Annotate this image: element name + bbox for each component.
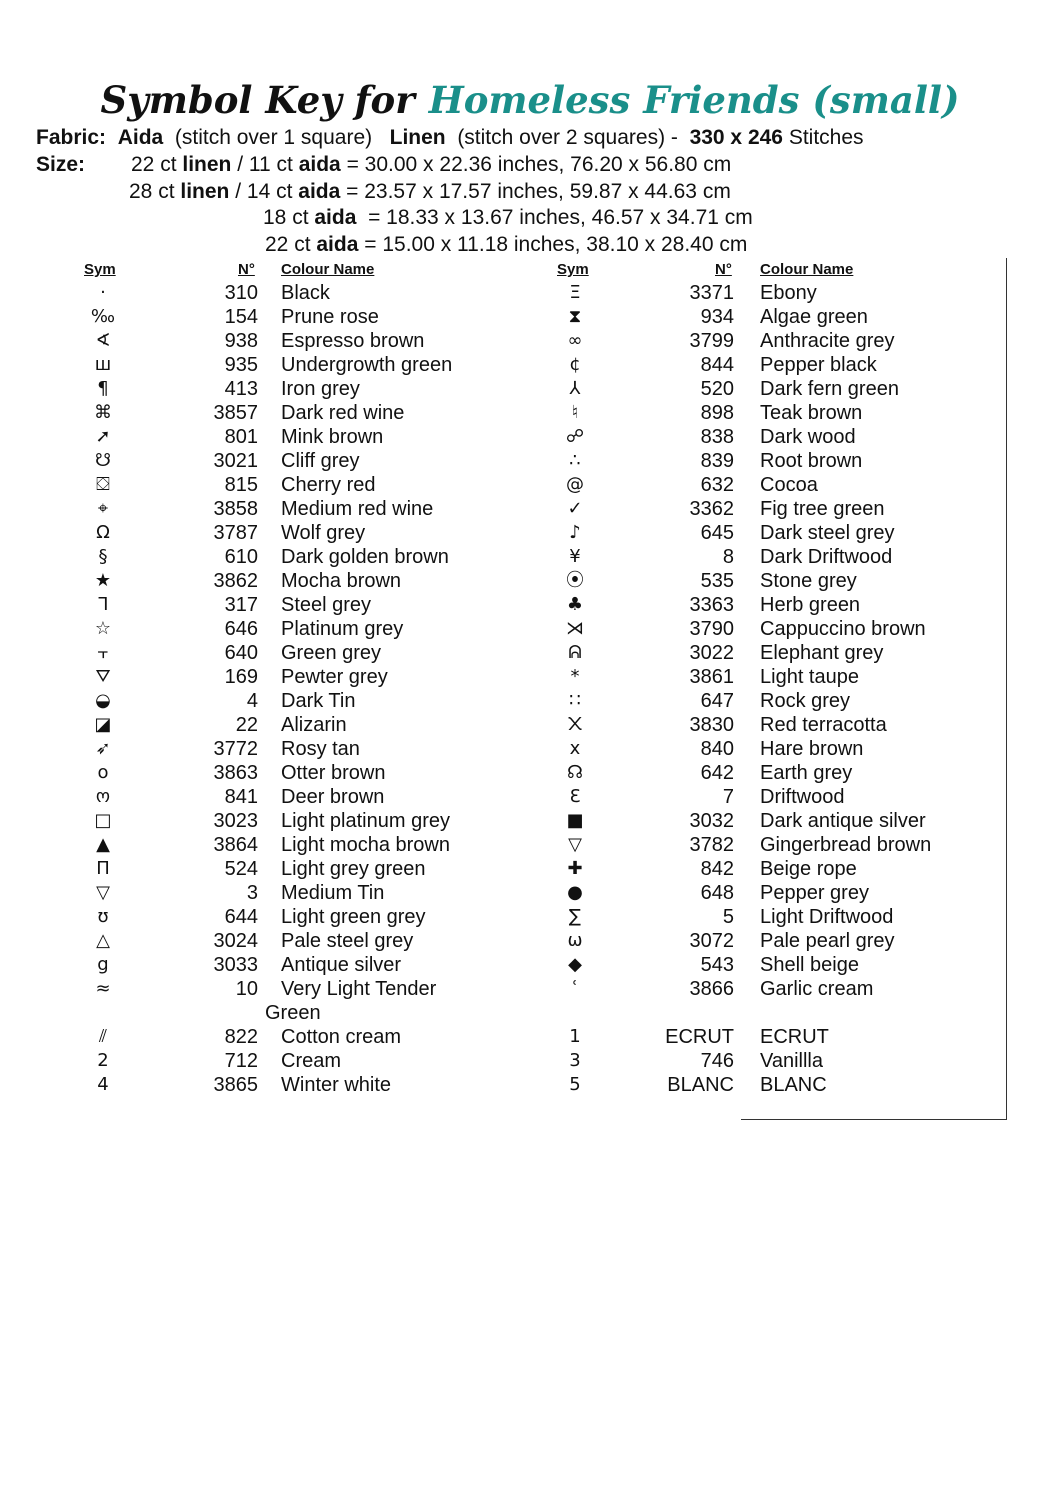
color-name: Light green grey <box>281 906 426 928</box>
color-name: Light mocha brown <box>281 834 450 856</box>
color-number: 3862 <box>213 570 258 592</box>
symbol-glyph: ☆ <box>94 618 112 639</box>
header-sym-right: Sym <box>557 261 589 278</box>
color-number: 10 <box>235 978 258 1000</box>
table-row <box>0 425 1060 449</box>
symbol-glyph: ⛛ <box>95 666 111 687</box>
color-name: Teak brown <box>760 402 863 424</box>
symbol-glyph: ⫟ <box>97 642 109 663</box>
color-number: 317 <box>224 594 258 616</box>
symbol-glyph: · <box>100 282 106 303</box>
symbol-glyph: Ɛ <box>569 786 581 807</box>
color-number: 3865 <box>213 1074 258 1096</box>
color-name: Deer brown <box>281 786 385 808</box>
color-number: 632 <box>700 474 734 496</box>
symbol-glyph: ≈ <box>95 978 111 999</box>
symbol-glyph: ᙭ <box>567 714 583 735</box>
color-name: Medium Tin <box>281 882 385 904</box>
color-name: Black <box>281 282 330 304</box>
color-name: Dark Tin <box>281 690 356 712</box>
table-row <box>0 857 1060 881</box>
symbol-glyph: △ <box>96 930 110 951</box>
table-row <box>0 977 1060 1001</box>
color-number: 3799 <box>689 330 734 352</box>
right-color-list <box>0 281 1060 1097</box>
color-name: Mink brown <box>281 426 384 448</box>
color-name: BLANC <box>760 1074 827 1096</box>
color-number: 4 <box>246 690 258 712</box>
color-number: 3363 <box>689 594 734 616</box>
symbol-glyph: ᕱ <box>568 642 582 663</box>
symbol-glyph: ω <box>567 930 583 951</box>
color-name: Alizarin <box>281 714 347 736</box>
color-name: Cherry red <box>281 474 376 496</box>
color-number: 647 <box>700 690 734 712</box>
fabric-linen-note: (stitch over 2 squares) - <box>457 126 678 149</box>
symbol-glyph: o <box>97 762 109 783</box>
table-row <box>0 353 1060 377</box>
color-name: Algae green <box>760 306 868 328</box>
symbol-glyph: Ω <box>96 522 110 543</box>
color-number: 22 <box>235 714 258 736</box>
fabric-line <box>36 126 864 150</box>
symbol-glyph: 4 <box>97 1074 109 1095</box>
color-number: ECRUT <box>665 1026 734 1048</box>
symbol-glyph: ᒣ <box>97 594 109 615</box>
color-name: Dark red wine <box>281 402 405 424</box>
symbol-glyph: 2 <box>97 1050 109 1071</box>
symbol-glyph: @ <box>566 474 584 495</box>
table-row <box>0 689 1060 713</box>
table-row <box>0 1025 1060 1049</box>
symbol-glyph: ⋊ <box>566 618 584 639</box>
symbol-glyph: ➶ <box>95 738 111 759</box>
symbol-glyph: ¶ <box>97 378 109 399</box>
color-number: 712 <box>224 1050 258 1072</box>
symbol-glyph: ● <box>567 882 583 903</box>
color-name: Herb green <box>760 594 861 616</box>
symbol-glyph: ⅄ <box>569 378 581 399</box>
table-row <box>0 569 1060 593</box>
color-number: 610 <box>224 546 258 568</box>
symbol-glyph: □ <box>94 810 112 831</box>
table-row <box>0 881 1060 905</box>
color-number: 169 <box>224 666 258 688</box>
color-number: 746 <box>700 1050 734 1072</box>
symbol-glyph: ◒ <box>95 690 111 711</box>
color-number: BLANC <box>667 1074 734 1096</box>
color-name: Vanillla <box>760 1050 823 1072</box>
symbol-glyph: ♮ <box>571 402 579 423</box>
color-name: Dark fern green <box>760 378 899 400</box>
symbol-glyph: ◪ <box>94 714 112 735</box>
symbol-glyph: ★ <box>94 570 112 591</box>
color-number: 646 <box>224 618 258 640</box>
table-row <box>0 329 1060 353</box>
symbol-glyph: g <box>97 954 109 975</box>
color-name: Gingerbread brown <box>760 834 932 856</box>
color-number: 3371 <box>689 282 734 304</box>
symbol-glyph: 5 <box>569 1074 581 1095</box>
table-row <box>0 521 1060 545</box>
color-name: ECRUT <box>760 1026 829 1048</box>
color-number: 3362 <box>689 498 734 520</box>
color-number: 841 <box>224 786 258 808</box>
fabric-label: Fabric: <box>36 126 107 149</box>
color-name: Beige rope <box>760 858 857 880</box>
table-row <box>0 641 1060 665</box>
color-name: Dark golden brown <box>281 546 449 568</box>
color-number: 815 <box>224 474 258 496</box>
symbol-glyph: ¢ <box>569 354 581 375</box>
color-name: Pewter grey <box>281 666 388 688</box>
color-name: Platinum grey <box>281 618 404 640</box>
color-number: 310 <box>224 282 258 304</box>
size-line-1: 22 ct linen / 11 ct aida = 30.00 x 22.36 inches, 76.20 x 56.80 cm <box>131 153 732 176</box>
color-number: 3787 <box>213 522 258 544</box>
color-name: Ebony <box>760 282 817 304</box>
symbol-glyph: ☊ <box>567 762 583 783</box>
symbol-glyph: ▽ <box>96 882 110 903</box>
color-name: Garlic cream <box>760 978 874 1000</box>
color-number: 898 <box>700 402 734 424</box>
color-number: 935 <box>224 354 258 376</box>
symbol-glyph: ☍ <box>565 426 585 447</box>
color-number: 642 <box>700 762 734 784</box>
symbol-glyph: ☋ <box>95 450 111 471</box>
color-name: Dark Driftwood <box>760 546 893 568</box>
symbol-glyph: ◆ <box>568 954 582 975</box>
symbol-glyph: ʊ <box>97 906 109 927</box>
symbol-glyph: ■ <box>566 810 584 831</box>
color-name: Root brown <box>760 450 863 472</box>
color-name: Shell beige <box>760 954 859 976</box>
color-name: Pale pearl grey <box>760 930 895 952</box>
color-number: 7 <box>722 786 734 808</box>
header-sym-left: Sym <box>84 261 116 278</box>
table-row <box>0 905 1060 929</box>
color-number: 413 <box>224 378 258 400</box>
color-name: Red terracotta <box>760 714 887 736</box>
color-number: 640 <box>224 642 258 664</box>
color-number: 648 <box>700 882 734 904</box>
color-name: Cliff grey <box>281 450 360 472</box>
table-row <box>0 377 1060 401</box>
table-row <box>0 761 1060 785</box>
color-name: Steel grey <box>281 594 372 616</box>
color-name: Dark steel grey <box>760 522 895 544</box>
size-label: Size: <box>36 153 86 176</box>
table-row <box>0 449 1060 473</box>
color-number: 3864 <box>213 834 258 856</box>
color-number: 535 <box>700 570 734 592</box>
table-row <box>0 617 1060 641</box>
color-name: Stone grey <box>760 570 857 592</box>
table-row <box>0 1001 1060 1025</box>
symbol-glyph: ¥ <box>569 546 581 567</box>
color-name: Cream <box>281 1050 342 1072</box>
color-number: 3858 <box>213 498 258 520</box>
color-number: 645 <box>700 522 734 544</box>
color-name: Fig tree green <box>760 498 885 520</box>
table-row <box>0 281 1060 305</box>
color-number: 801 <box>224 426 258 448</box>
size-line-2: 28 ct linen / 14 ct aida = 23.57 x 17.57 inches, 59.87 x 44.63 cm <box>129 180 731 203</box>
symbol-glyph: ✓ <box>567 498 583 519</box>
symbol-glyph: ო <box>95 786 111 807</box>
color-number: 3023 <box>213 810 258 832</box>
stitch-count: 330 x 246 <box>689 126 783 149</box>
color-name: Wolf grey <box>281 522 366 544</box>
symbol-glyph: ш <box>94 354 112 375</box>
color-name: Otter brown <box>281 762 386 784</box>
fabric-aida: Aida <box>117 126 164 149</box>
color-number: 3024 <box>213 930 258 952</box>
table-row <box>0 545 1060 569</box>
color-name: Medium red wine <box>281 498 434 520</box>
color-number: 3072 <box>689 930 734 952</box>
color-number: 3782 <box>689 834 734 856</box>
table-border-right <box>1006 258 1007 1120</box>
table-row <box>0 401 1060 425</box>
color-name: Elephant grey <box>760 642 884 664</box>
symbol-glyph: ∞ <box>567 330 583 351</box>
color-number: 3021 <box>213 450 258 472</box>
symbol-glyph: ⛋ <box>96 474 110 495</box>
color-name: Green grey <box>281 642 382 664</box>
color-name: Light Driftwood <box>760 906 894 928</box>
color-name: Hare brown <box>760 738 864 760</box>
symbol-glyph: ⫽ <box>98 1026 108 1047</box>
color-name: Prune rose <box>281 306 379 328</box>
symbol-glyph: 3 <box>569 1050 581 1071</box>
table-row <box>0 713 1060 737</box>
table-row <box>0 473 1060 497</box>
symbol-glyph: ∴ <box>569 450 581 471</box>
table-row <box>0 1049 1060 1073</box>
color-number: 3 <box>246 882 258 904</box>
color-number: 3032 <box>689 810 734 832</box>
color-name: Antique silver <box>281 954 402 976</box>
symbol-glyph: 1 <box>569 1026 581 1047</box>
color-name: Rock grey <box>760 690 851 712</box>
symbol-glyph: ∷ <box>569 690 581 711</box>
color-name: Winter white <box>281 1074 392 1096</box>
color-number: 3022 <box>689 642 734 664</box>
color-number: 839 <box>700 450 734 472</box>
color-number: 3790 <box>689 618 734 640</box>
color-number: 3830 <box>689 714 734 736</box>
symbol-glyph: ♣ <box>566 594 584 615</box>
size-line-3: 18 ct aida = 18.33 x 13.67 inches, 46.57 x 34.71 cm <box>263 206 753 229</box>
color-name: Undergrowth green <box>281 354 453 376</box>
color-number: 3861 <box>689 666 734 688</box>
color-name: Earth grey <box>760 762 853 784</box>
table-row <box>0 497 1060 521</box>
symbol-glyph: ‰ <box>90 306 116 327</box>
table-border-bottom <box>741 1119 1007 1120</box>
color-name: Pepper grey <box>760 882 869 904</box>
table-row <box>0 785 1060 809</box>
color-name: Light grey green <box>281 858 426 880</box>
symbol-glyph: Π <box>96 858 110 879</box>
color-number: 543 <box>700 954 734 976</box>
color-number: 3772 <box>213 738 258 760</box>
color-number: 154 <box>224 306 258 328</box>
color-name: Pale steel grey <box>281 930 414 952</box>
color-name: Anthracite grey <box>760 330 895 352</box>
color-number: 8 <box>722 546 734 568</box>
symbol-glyph: § <box>98 546 108 567</box>
color-number: 842 <box>700 858 734 880</box>
color-number: 524 <box>224 858 258 880</box>
color-name: Iron grey <box>281 378 360 400</box>
page-title <box>0 78 1060 122</box>
color-name: Cocoa <box>760 474 818 496</box>
table-row <box>0 953 1060 977</box>
symbol-glyph: x <box>569 738 581 759</box>
color-number: 3863 <box>213 762 258 784</box>
color-number: 3033 <box>213 954 258 976</box>
color-number: 840 <box>700 738 734 760</box>
color-name: Cotton cream <box>281 1026 402 1048</box>
table-row <box>0 737 1060 761</box>
symbol-glyph: ▽ <box>568 834 582 855</box>
color-number: 3866 <box>689 978 734 1000</box>
table-row <box>0 1073 1060 1097</box>
size-line-4: 22 ct aida = 15.00 x 11.18 inches, 38.10 x 28.40 cm <box>265 233 748 256</box>
color-number: 3857 <box>213 402 258 424</box>
symbol-glyph: ✚ <box>567 858 583 879</box>
color-name: Light taupe <box>760 666 859 688</box>
color-number: 5 <box>722 906 734 928</box>
symbol-glyph: ▲ <box>96 834 110 855</box>
color-name: Cappuccino brown <box>760 618 926 640</box>
color-name: Dark antique silver <box>760 810 926 832</box>
color-name: Very Light Tender <box>281 978 437 1000</box>
header-name-right: Colour Name <box>760 261 854 278</box>
color-name: Mocha brown <box>281 570 402 592</box>
symbol-glyph: ♪ <box>569 522 581 543</box>
symbol-glyph: ⌖ <box>97 498 109 519</box>
symbol-glyph: ⌘ <box>94 402 112 423</box>
pattern-name: Homeless Friends (small) <box>428 78 960 122</box>
header-num-right: N° <box>715 261 732 278</box>
color-number: 822 <box>224 1026 258 1048</box>
color-name-continued: Green <box>265 1002 321 1024</box>
color-name: Rosy tan <box>281 738 360 760</box>
color-number: 934 <box>700 306 734 328</box>
symbol-glyph: ʿ <box>572 978 578 999</box>
symbol-glyph: ⧗ <box>568 306 582 327</box>
color-name: Light platinum grey <box>281 810 450 832</box>
header-name-left: Colour Name <box>281 261 375 278</box>
color-name: Dark wood <box>760 426 856 448</box>
color-number: 938 <box>224 330 258 352</box>
color-number: 844 <box>700 354 734 376</box>
symbol-glyph: ∢ <box>95 330 111 351</box>
color-name: Driftwood <box>760 786 845 808</box>
table-row <box>0 929 1060 953</box>
symbol-glyph: ⦿ <box>566 570 584 591</box>
table-row <box>0 809 1060 833</box>
color-name: Pepper black <box>760 354 877 376</box>
symbol-glyph: ∑ <box>568 906 582 927</box>
symbol-glyph: * <box>570 666 580 687</box>
color-number: 520 <box>700 378 734 400</box>
color-number: 644 <box>224 906 258 928</box>
title-prefix: Symbol Key for <box>100 78 415 122</box>
color-name: Espresso brown <box>281 330 425 352</box>
table-row <box>0 665 1060 689</box>
symbol-glyph: Ξ <box>569 282 581 303</box>
header-num-left: N° <box>238 261 255 278</box>
table-row <box>0 833 1060 857</box>
table-row <box>0 305 1060 329</box>
fabric-aida-note: (stitch over 1 square) <box>174 126 373 149</box>
symbol-glyph: ➚ <box>95 426 111 447</box>
fabric-linen: Linen <box>389 126 446 149</box>
stitches-label: Stitches <box>788 126 864 149</box>
color-number: 838 <box>700 426 734 448</box>
table-row <box>0 593 1060 617</box>
